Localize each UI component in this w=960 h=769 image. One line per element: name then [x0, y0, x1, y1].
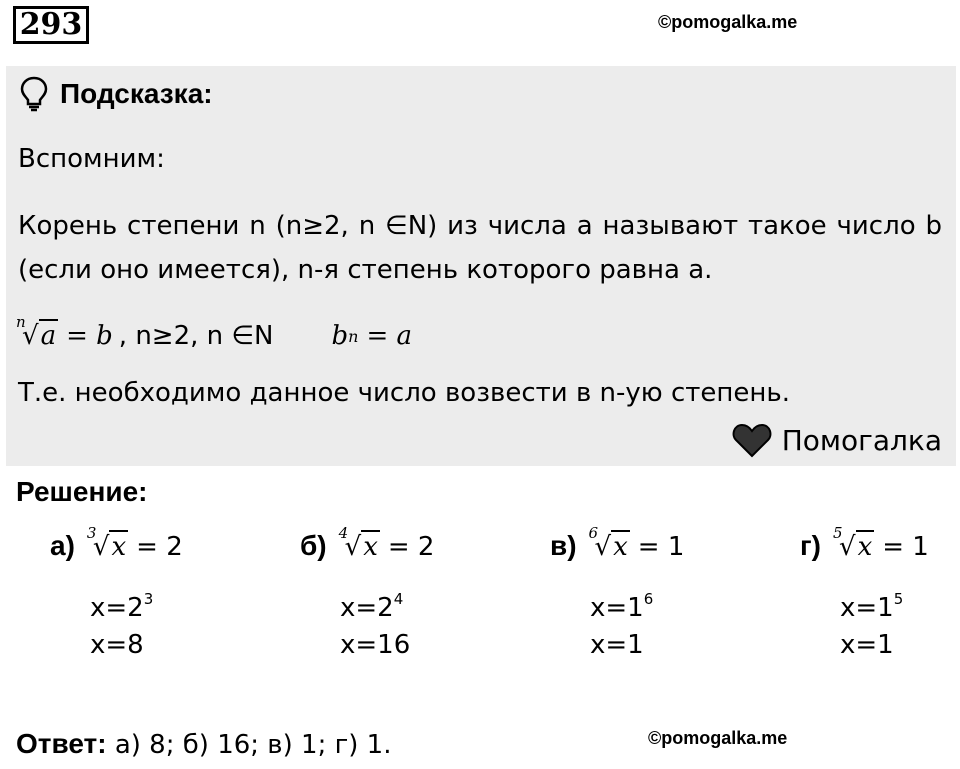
root-rhs: = b — [66, 321, 113, 351]
solution-step — [340, 576, 434, 622]
item-label: а) — [50, 530, 75, 561]
root-index: 6 — [588, 524, 599, 542]
step-exponent: 5 — [893, 590, 904, 608]
answer-label: Ответ: — [16, 728, 107, 759]
solution-step — [90, 576, 183, 622]
equation-rhs: = 2 — [387, 532, 435, 562]
step-exponent: 3 — [143, 590, 154, 608]
solution-equation — [550, 524, 685, 576]
solution-result: x=8 — [90, 630, 144, 660]
hint-panel — [6, 66, 956, 466]
power-exponent: n — [348, 326, 359, 346]
equation-rhs: = 2 — [136, 532, 183, 562]
root-radicand: x — [363, 532, 378, 562]
radical-sign: √ — [839, 532, 856, 562]
step-exponent: 4 — [393, 590, 404, 608]
solution-result: x=1 — [840, 630, 894, 660]
nth-root — [588, 524, 630, 562]
root-conditions: , n≥2, n ∈N — [118, 321, 274, 351]
item-label: в) — [550, 530, 577, 561]
brand-name: Помогалка — [781, 423, 942, 457]
hint-header — [20, 74, 213, 114]
solution-step — [590, 576, 684, 622]
solution-item-g — [800, 524, 929, 668]
root-index: 4 — [338, 524, 349, 542]
watermark-bottom: ©pomogalka.me — [648, 728, 788, 748]
solution-item-v — [550, 524, 685, 668]
root-index: 5 — [833, 524, 843, 542]
answer-text: а) 8; б) 16; в) 1; г) 1. — [106, 730, 392, 760]
step-base: x=1 — [840, 593, 894, 623]
watermark-top: ©pomogalka.me — [658, 12, 798, 32]
root-radicand: a — [40, 321, 57, 351]
equation-rhs: = 1 — [637, 532, 685, 562]
solution-result: x=16 — [340, 630, 411, 660]
solution-title: Решение: — [16, 476, 148, 507]
solution-equation — [800, 524, 929, 576]
hint-recall: Вспомним: — [18, 144, 165, 174]
solution-item-b — [300, 524, 435, 668]
root-radicand: x — [857, 532, 873, 562]
root-radicand: x — [111, 532, 127, 562]
radical-sign: √ — [92, 532, 110, 562]
nth-root — [338, 524, 380, 562]
root-formula — [16, 313, 413, 356]
nth-root — [86, 524, 128, 562]
step-exponent: 6 — [643, 590, 654, 608]
brand-signature — [732, 422, 942, 458]
answer-line — [16, 728, 391, 760]
step-base: x=2 — [340, 593, 394, 623]
solution-equation — [50, 524, 183, 576]
nth-root — [16, 313, 58, 351]
nth-root — [833, 524, 874, 562]
hint-conclusion: Т.е. необходимо данное число возвести в n-ую степень. — [18, 378, 790, 408]
hint-definition: Корень степени n (n≥2, n ∈N) из числа a называют такое число b (если оно имеется), n-я степень которого равна a. — [18, 211, 942, 285]
power-rhs: = a — [366, 321, 413, 351]
hint-title: Подсказка: — [60, 78, 213, 109]
item-label: б) — [300, 530, 327, 561]
radical-sign: √ — [344, 532, 362, 562]
step-base: x=2 — [90, 593, 144, 623]
item-label: г) — [800, 530, 821, 561]
solution-item-a — [50, 524, 183, 668]
root-index: n — [16, 313, 26, 331]
step-base: x=1 — [590, 593, 644, 623]
radical-sign: √ — [22, 321, 39, 351]
lightbulb-icon — [20, 76, 48, 112]
problem-number: 293 — [13, 6, 89, 44]
root-index: 3 — [86, 524, 97, 542]
radical-sign: √ — [594, 532, 612, 562]
root-radicand: x — [613, 532, 628, 562]
heart-icon — [732, 422, 772, 458]
equation-rhs: = 1 — [882, 532, 929, 562]
solution-step — [840, 576, 929, 622]
power-base: b — [331, 321, 349, 351]
solution-result: x=1 — [590, 630, 644, 660]
solution-equation — [300, 524, 435, 576]
